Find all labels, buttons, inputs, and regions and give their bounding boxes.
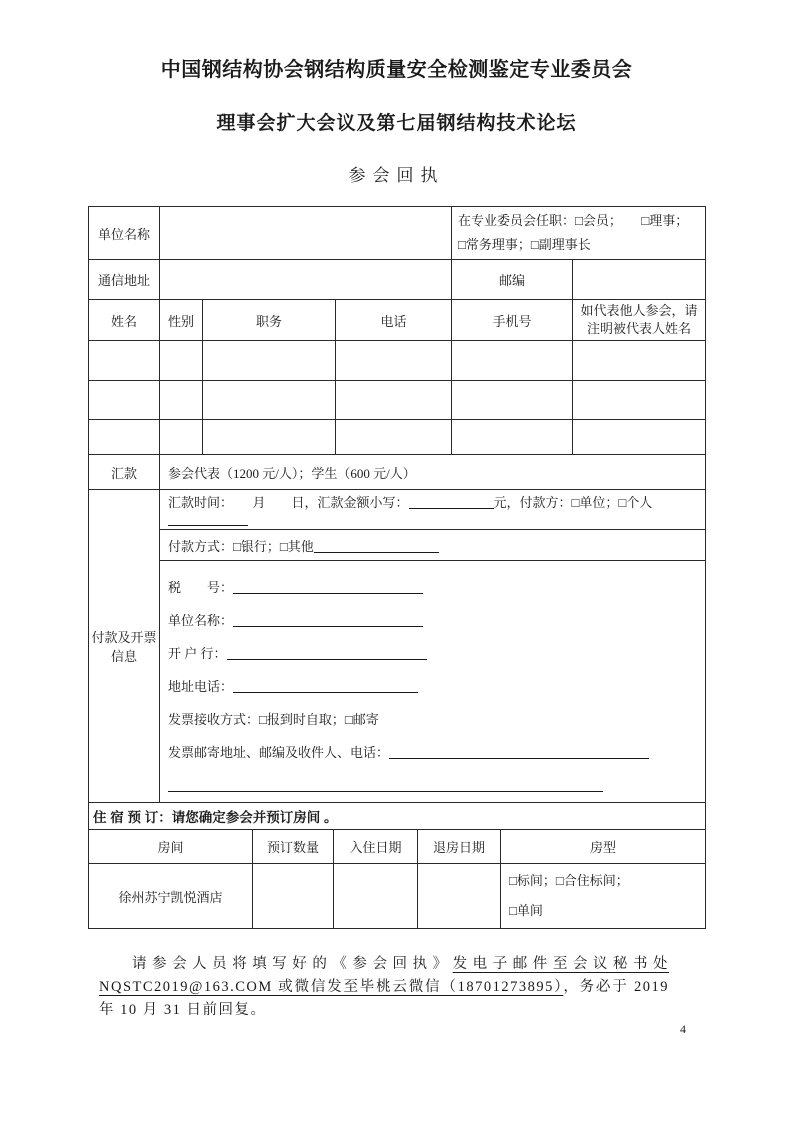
unit-name-input-cell — [160, 207, 452, 260]
attendee-row-2 — [89, 381, 706, 420]
header-quantity: 预订数量 — [253, 830, 334, 864]
hotel-name: 徐州苏宁凯悦酒店 — [89, 864, 253, 929]
attendee-empty-cell — [203, 341, 336, 381]
header-room-type: 房型 — [501, 830, 706, 864]
invoice-info-cell — [160, 561, 706, 803]
invoice-receive-line: 发票接收方式：□报到时自取；□邮寄 — [168, 712, 379, 727]
header-name: 姓名 — [89, 300, 160, 341]
registration-form-table — [88, 206, 705, 929]
quantity-input-cell — [253, 864, 334, 929]
attendee-row-3 — [89, 420, 706, 455]
hotel-row — [89, 864, 706, 929]
membership-role-line2: □常务理事；□副理事长 — [458, 237, 591, 252]
reply-instructions-seg1: 请参会人员将填写好的《参会回执》 — [132, 956, 453, 972]
address-input-cell — [160, 260, 452, 300]
attendee-empty-cell — [89, 381, 160, 420]
attendee-empty-cell — [160, 420, 203, 455]
unit-name-row — [89, 207, 706, 260]
attendee-empty-cell — [203, 420, 336, 455]
remittance-fee-text: 参会代表（1200 元/人）；学生（600 元/人） — [160, 455, 706, 490]
attendee-empty-cell — [452, 420, 573, 455]
header-position: 职务 — [203, 300, 336, 341]
remit-time-row — [89, 490, 706, 530]
reply-instructions-paragraph — [99, 953, 669, 1022]
lodging-note-text: 住 宿 预 订：请您确定参会并预订房间 。 — [89, 803, 706, 830]
remit-time-line: 汇款时间： 月 日，汇款金额小写： 元，付款方：□单位；□个人 — [160, 490, 706, 530]
page-number: 4 — [680, 1022, 686, 1036]
remittance-row — [89, 455, 706, 490]
membership-role-cell — [452, 207, 706, 260]
header-room: 房间 — [89, 830, 253, 864]
main-form-table — [88, 206, 706, 803]
attendee-empty-cell — [336, 341, 452, 381]
postcode-label: 邮编 — [452, 260, 573, 300]
attendee-empty-cell — [89, 420, 160, 455]
room-type-line2: □单间 — [509, 903, 543, 918]
hotel-header-row — [89, 830, 706, 864]
lodging-note-row — [89, 803, 706, 830]
checkin-input-cell — [334, 864, 418, 929]
attendee-empty-cell — [203, 381, 336, 420]
document-title-line1: 中国钢结构协会钢结构质量安全检测鉴定专业委员会 — [160, 59, 633, 81]
attendee-empty-cell — [452, 381, 573, 420]
attendee-header-row — [89, 300, 706, 341]
address-phone-line: 地址电话： — [160, 670, 705, 703]
payment-method-row — [89, 530, 706, 561]
room-type-cell — [501, 864, 706, 929]
document-title-line3: 参会回执 — [348, 166, 445, 185]
tax-number-line: 税 号： — [160, 571, 705, 604]
attendee-empty-cell — [336, 420, 452, 455]
attendee-empty-cell — [89, 341, 160, 381]
header-gender: 性别 — [160, 300, 203, 341]
header-phone: 电话 — [336, 300, 452, 341]
invoice-info-row — [89, 561, 706, 803]
postcode-input-cell — [573, 260, 706, 300]
payment-info-label: 付款及开票信息 — [89, 490, 160, 803]
attendee-empty-cell — [336, 381, 452, 420]
unit-name-label: 单位名称 — [89, 207, 160, 260]
bank-line: 开 户 行： — [160, 637, 705, 670]
attendee-empty-cell — [160, 341, 203, 381]
attendee-empty-cell — [573, 341, 706, 381]
continuation-blank-line — [160, 769, 705, 802]
address-row — [89, 260, 706, 300]
header-checkout: 退房日期 — [418, 830, 501, 864]
reply-instructions-seg3: ，务必于 2019 年 10 月 31 日前回复。 — [99, 979, 669, 1018]
attendee-empty-cell — [573, 381, 706, 420]
payment-method-line: 付款方式：□银行；□其他 — [160, 530, 706, 561]
header-representative: 如代表他人参会，请注明被代表人姓名 — [573, 300, 706, 341]
attendee-empty-cell — [573, 420, 706, 455]
membership-role-line1: 在专业委员会任职：□会员； □理事； — [458, 213, 689, 228]
reply-instructions-contact: 发电子邮件至会议秘书处 NQSTC2019@163.COM 或微信发至毕桃云微信（18701273895） — [99, 956, 670, 995]
hotel-booking-table — [88, 802, 706, 929]
address-label: 通信地址 — [89, 260, 160, 300]
remittance-label: 汇款 — [89, 455, 160, 490]
attendee-empty-cell — [452, 341, 573, 381]
checkout-input-cell — [418, 864, 501, 929]
invoice-mail-line: 发票邮寄地址、邮编及收件人、电话： — [160, 736, 705, 769]
room-type-line1: □标间；□合住标间； — [509, 873, 629, 888]
unit-name-line: 单位名称： — [160, 604, 705, 637]
attendee-empty-cell — [160, 381, 203, 420]
document-title-line2: 理事会扩大会议及第七届钢结构技术论坛 — [216, 113, 577, 134]
attendee-row-1 — [89, 341, 706, 381]
header-mobile: 手机号 — [452, 300, 573, 341]
header-checkin: 入住日期 — [334, 830, 418, 864]
